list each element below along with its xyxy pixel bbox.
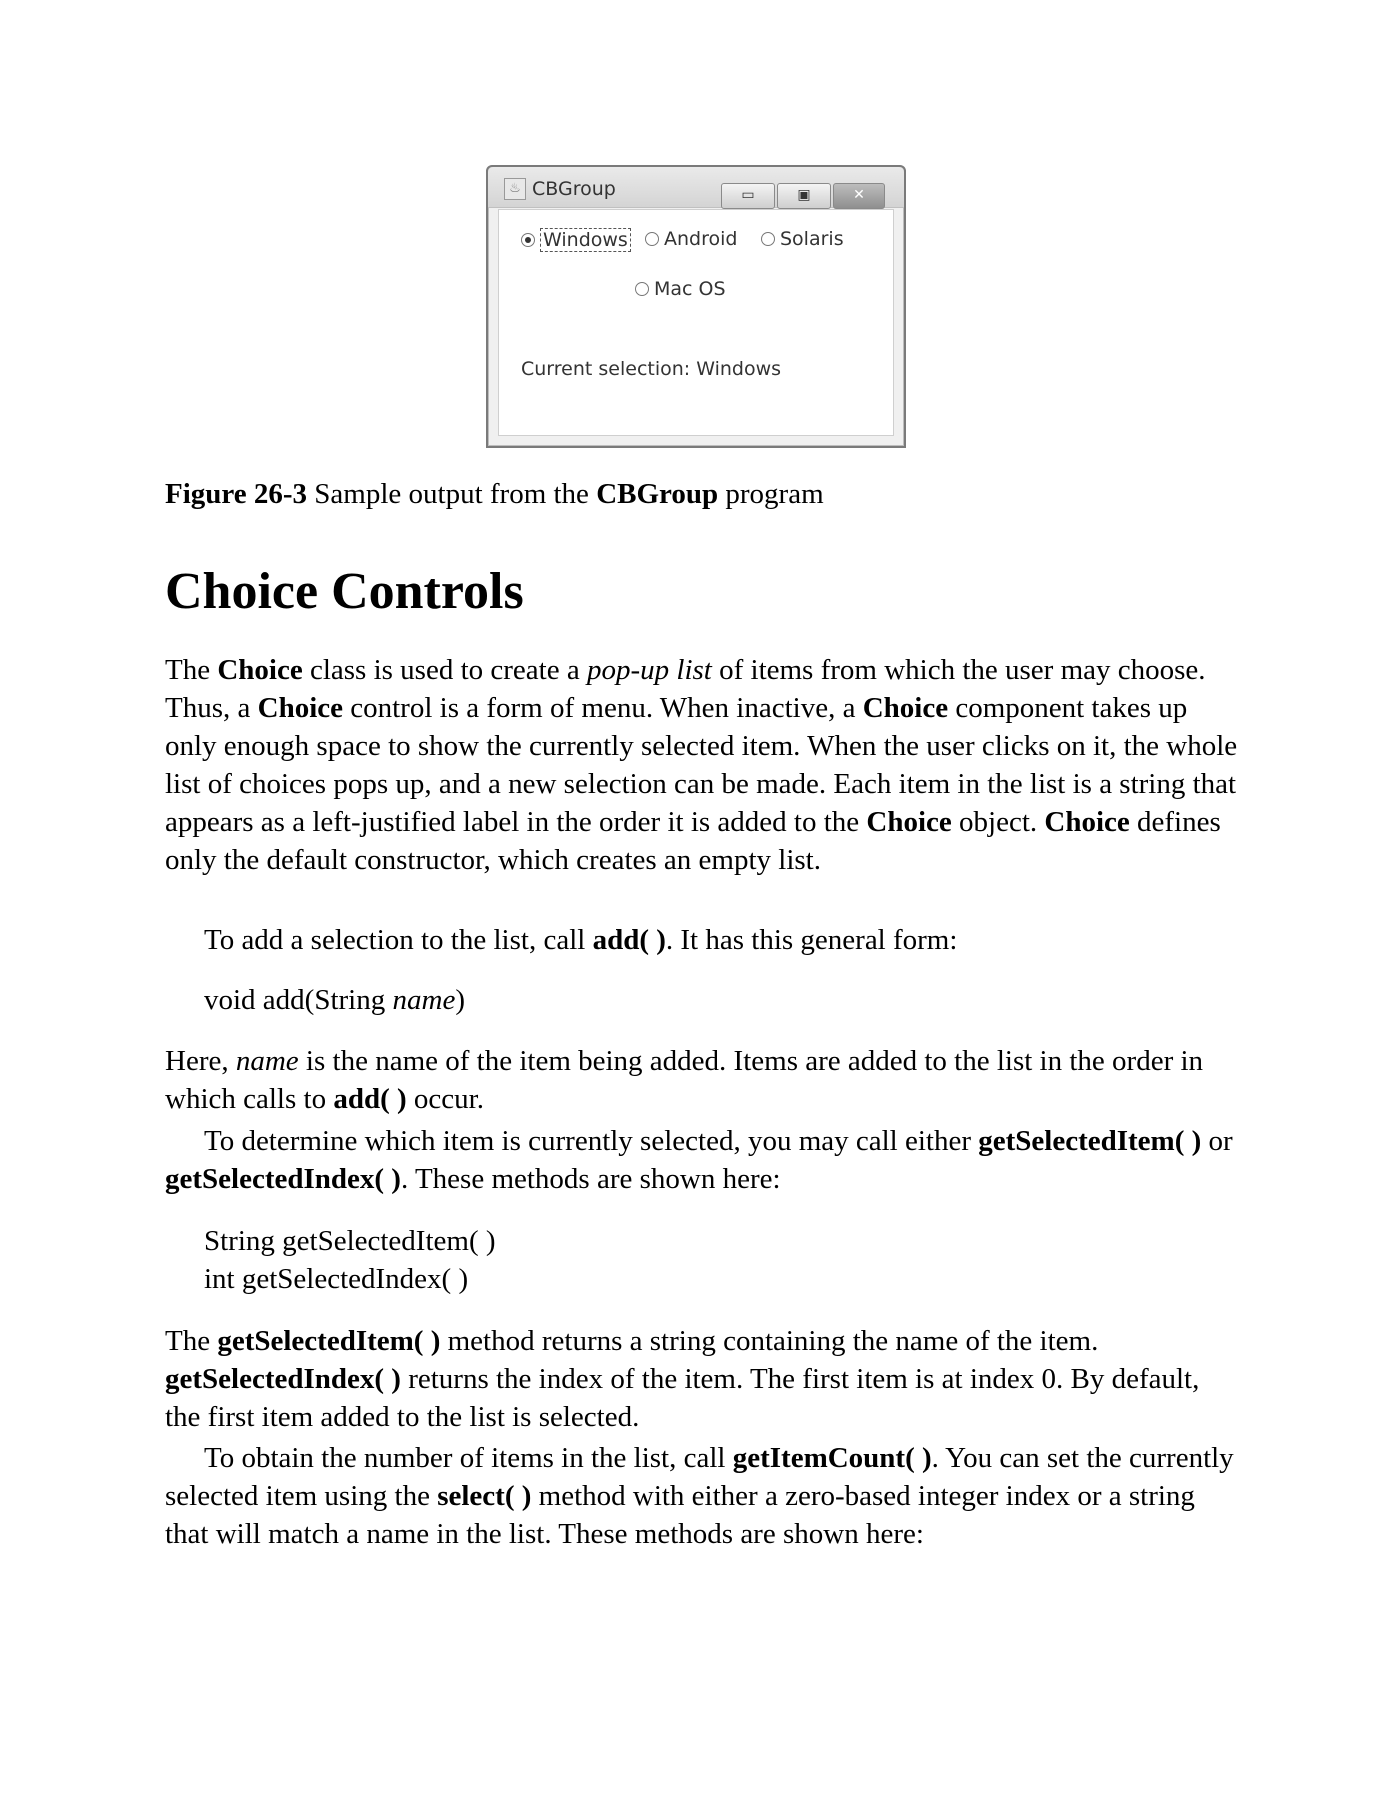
paragraph-4: To determine which item is currently selected, you may call either getSelectedItem( ) or getSelectedIndex( ). These methods are shown here: (165, 1125, 1233, 1195)
paragraph-6: To obtain the number of items in the list, call getItemCount( ). You can set the currently selected item using the select( ) method with either a zero-based integer index or a string that will match a name in the list. These methods are shown here: (165, 1442, 1234, 1550)
code-get-selected (204, 1222, 496, 1298)
section-heading: Choice Controls (165, 563, 524, 620)
caption-text: Sample output from the (307, 478, 597, 510)
radio-unchecked-icon (761, 232, 775, 246)
window-title: CBGroup (532, 178, 616, 200)
window-titlebar[interactable] (488, 167, 904, 208)
radio-solaris[interactable] (761, 228, 844, 250)
window-client-area (498, 209, 894, 436)
paragraph-1: The Choice class is used to create a pop-up list of items from which the user may choose. Thus, a Choice control is a form of menu. When inactive, a Choice component takes up only enough space to show the currently selected item. When the user clicks on it, the whole list of choices pops up, and a new selection can be made. Each item in the list is a string that appears as a left-justified label in the order it is added to the Choice object. Choice defines only the default constructor, which creates an empty list. (165, 654, 1238, 876)
radio-label: Solaris (780, 228, 844, 250)
radio-unchecked-icon (635, 282, 649, 296)
code-add: void add(String name) (204, 984, 465, 1016)
paragraph-5: The getSelectedItem( ) method returns a string containing the name of the item. getSelectedIndex( ) returns the index of the item. The first item is at index 0. By default, the first item added to the list is selected. (165, 1325, 1200, 1433)
radio-macos[interactable] (635, 278, 726, 300)
caption-label: Figure 26-3 (165, 478, 308, 510)
code-line: String getSelectedItem( ) (204, 1225, 496, 1257)
current-selection-label: Current selection: Windows (521, 358, 782, 380)
radio-checked-icon (521, 233, 535, 247)
java-icon: ♨ (504, 178, 526, 200)
figure-caption (165, 478, 824, 511)
paragraph-2: To add a selection to the list, call add( ). It has this general form: (204, 924, 958, 956)
radio-label: Windows (540, 228, 631, 252)
radio-label: Android (664, 228, 738, 250)
paragraph-3: Here, name is the name of the item being added. Items are added to the list in the order in which calls to add( ) occur. (165, 1045, 1204, 1115)
code-line: int getSelectedIndex( ) (204, 1263, 469, 1295)
close-button[interactable]: ✕ (833, 183, 885, 209)
radio-label: Mac OS (654, 278, 726, 300)
caption-text: program (718, 478, 824, 510)
radio-windows[interactable] (521, 228, 631, 252)
caption-program-name: CBGroup (596, 478, 719, 510)
radio-unchecked-icon (645, 232, 659, 246)
cbgroup-window (486, 165, 906, 448)
minimize-button[interactable]: ▭ (721, 183, 775, 209)
radio-android[interactable] (645, 228, 737, 250)
maximize-button[interactable]: ▣ (777, 183, 831, 209)
